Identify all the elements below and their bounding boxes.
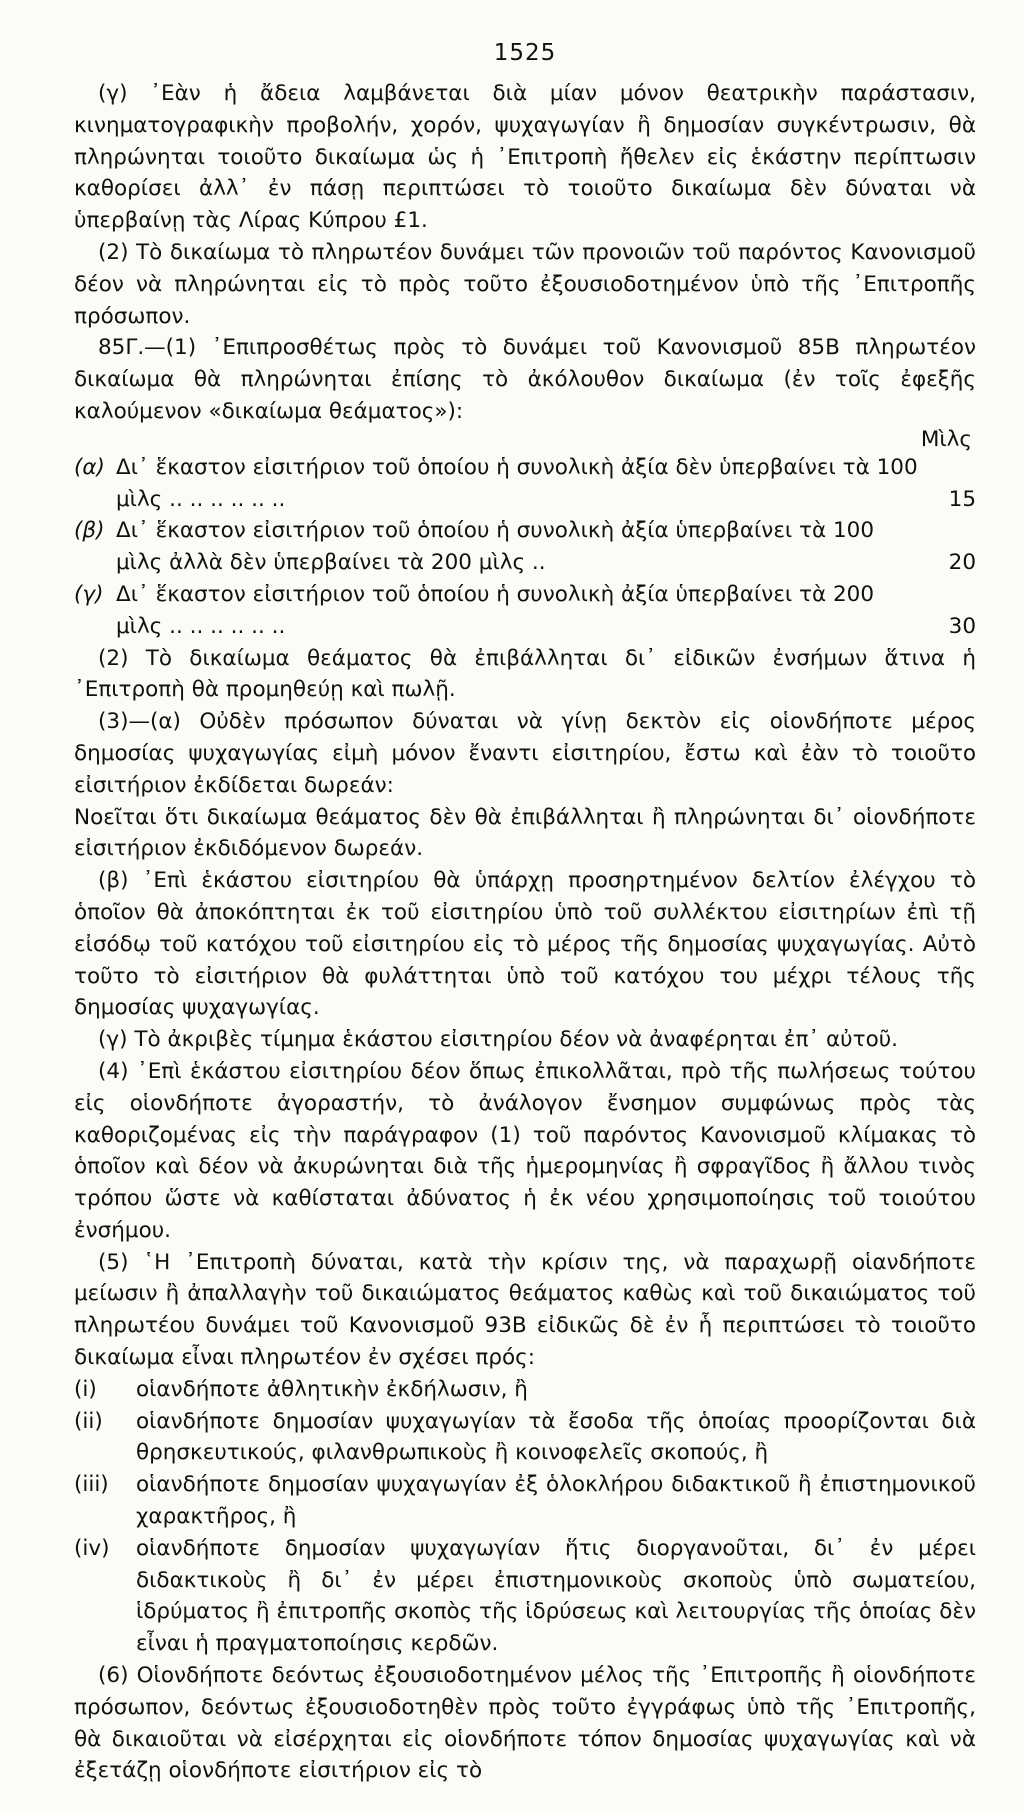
paragraph-3c-ticket-price: (γ) Τὸ ἀκριβὲς τίμημα ἑκάστου εἰσιτηρίου δέον νὰ ἀναφέρηται ἐπ᾽ αὐτοῦ.: [98, 1027, 898, 1053]
paragraph-3a-admission: (3)—(α) Οὐδὲν πρόσωπον δύναται νὰ γίνῃ δεκτὸν εἰς οἱονδήποτε μέρος δημοσίας ψυχαγωγίας εἰμὴ μόνον ἔναντι εἰσιτηρίου, ἔστω καὶ ἐὰν τὸ τοιοῦτο εἰσιτήριον ἐκδίδεται δωρεάν:: [74, 709, 976, 798]
paragraph-6-inspection: (6) Οἱονδήποτε δεόντως ἐξουσιοδοτημένον μέλος τῆς ᾽Επιτροπῆς ἢ οἱονδήποτε πρόσωπον, δεόντως ἐξουσιοδοτηθὲν πρὸς τοῦτο ἐγγράφως ὑπὸ τῆς ᾽Επιτροπῆς, θὰ δικαιοῦται νὰ εἰσέρχηται εἰς οἱονδήποτε τόπον δημοσίας ψυχαγωγίας καὶ νὰ ἐξετάζῃ οἱονδήποτε εἰσιτήριον εἰς τὸ: [74, 1663, 976, 1784]
exemption-item-iv: [74, 1533, 976, 1660]
fee-item-gamma: [74, 579, 976, 643]
fee-item-text: Δι᾽ ἕκαστον εἰσιτήριον τοῦ ὁποίου ἡ συνολικὴ ἀξία δὲν ὑπερβαίνει τὰ 100 μὶλς .. .. .. .. .. ..: [116, 454, 918, 512]
exemption-text: οἱανδήποτε ἀθλητικὴν ἐκδήλωσιν, ἢ: [136, 1376, 528, 1402]
proviso-free-tickets: Νοεῖται ὅτι δικαίωμα θεάματος δὲν θὰ ἐπιβάλληται ἢ πληρώνηται δι᾽ οἱονδήποτε εἰσιτήριον ἐκδιδόμενον δωρεάν.: [74, 804, 976, 862]
paragraph-4-stamp-affixing: (4) ᾽Επὶ ἑκάστου εἰσιτηρίου δέον ὅπως ἐπικολλᾶται, πρὸ τῆς πωλήσεως τούτου εἰς οἱονδήποτε ἀγοραστήν, τὸ ἀνάλογον ἔνσημον συμφώνως πρὸς τὰς καθοριζομένας εἰς τὴν παράγραφον (1) τοῦ παρόντος Κανονισμοῦ κλίμακας τὸ ὁποῖον καὶ δέον νὰ ἀκυρώνηται διὰ τῆς ἡμερομηνίας ἢ σφραγῖδος ἢ ἄλλου τινὸς τρόπου ὥστε νὰ καθίσταται ἀδύνατος ἡ ἐκ νέου χρησιμοποίησις τοῦ τοιούτου ἐνσήμου.: [74, 1058, 976, 1243]
exemption-item-iii: [74, 1469, 976, 1533]
fee-item-text: Δι᾽ ἕκαστον εἰσιτήριον τοῦ ὁποίου ἡ συνολικὴ ἀξία ὑπερβαίνει τὰ 100 μὶλς ἀλλὰ δὲν ὑπερβαίνει τὰ 200 μὶλς ..: [116, 518, 875, 576]
fee-item-label: (β): [74, 518, 105, 544]
paragraph-5-exemptions: (5) ῾Η ᾽Επιτροπὴ δύναται, κατὰ τὴν κρίσιν της, νὰ παραχωρῇ οἱανδήποτε μείωσιν ἢ ἀπαλλαγὴν τοῦ δικαιώματος θεάματος καθὼς καὶ τοῦ δικαιώματος τοῦ πληρωτέου δυνάμει τοῦ Κανονισμοῦ 93Β εἰδικῶς δὲ ἐν ἧ περιπτώσει τὸ τοιοῦτο δικαίωμα εἶναι πληρωτέον ἐν σχέσει πρός:: [74, 1249, 976, 1371]
fee-item-amount: 15: [948, 486, 976, 512]
units-column-header: Μὶλς: [920, 426, 972, 452]
paragraph-2-stamps: (2) Τὸ δικαίωμα θεάματος θὰ ἐπιβάλληται δι᾽ εἰδικῶν ἐνσήμων ἅτινα ἡ ᾽Επιτροπὴ θὰ προμηθεύῃ καὶ πωλῇ.: [74, 645, 976, 703]
exemption-number: (ii): [74, 1408, 103, 1434]
exemption-item-i: [74, 1374, 976, 1406]
page-number: 1525: [493, 40, 557, 66]
exemption-text: οἱανδήποτε δημοσίαν ψυχαγωγίαν ἐξ ὁλοκλήρου διδακτικοῦ ἢ ἐπιστημονικοῦ χαρακτῆρος, ἢ: [136, 1472, 976, 1530]
paragraph-2-fee-payment: (2) Τὸ δικαίωμα τὸ πληρωτέον δυνάμει τῶν προνοιῶν τοῦ παρόντος Κανονισμοῦ δέον νὰ πληρώνηται εἰς τὸ πρὸς τοῦτο ἐξουσιοδοτημένον ὑπὸ τῆς ᾽Επιτροπῆς πρόσωπον.: [74, 239, 976, 329]
fee-item-alpha: [74, 452, 976, 516]
fee-item-amount: 20: [948, 550, 976, 576]
fee-item-label: (γ): [74, 581, 104, 607]
exemption-text: οἱανδήποτε δημοσίαν ψυχαγωγίαν τὰ ἔσοδα τῆς ὁποίας προορίζονται διὰ θρησκευτικούς, φιλανθρωπικοὺς ἢ κοινοφελεῖς σκοπούς, ἢ: [136, 1408, 976, 1466]
exemption-item-ii: [74, 1406, 976, 1470]
exemption-text: οἱανδήποτε δημοσίαν ψυχαγωγίαν ἥτις διοργανοῦται, δι᾽ ἐν μέρει διδακτικοὺς ἢ δι᾽ ἐν μέρει ἐπιστημονικοὺς σκοποὺς ὑπὸ σωματείου, ἱδρύματος ἢ ἐπιτροπῆς σκοπὸς τῆς ἱδρύσεως καὶ λειτουργίας τῆς ὁποίας δὲν εἶναι ἡ πραγματοποίησις κερδῶν.: [136, 1535, 976, 1657]
regulation-85g-intro: 85Γ.—(1) ᾽Επιπροσθέτως πρὸς τὸ δυνάμει τοῦ Κανονισμοῦ 85Β πληρωτέον δικαίωμα θὰ πληρώνηται ἐπίσης τὸ ἀκόλουθον δικαίωμα (ἐν τοῖς ἐφεξῆς καλούμενον «δικαίωμα θεάματος»):: [74, 335, 976, 424]
fee-item-beta: [74, 515, 976, 579]
exemption-number: (iv): [74, 1535, 110, 1561]
clause-gamma-licence-fee: (γ) ᾽Εὰν ἡ ἄδεια λαμβάνεται διὰ μίαν μόνον θεατρικὴν παράστασιν, κινηματογραφικὴν προβολήν, χορόν, ψυχαγωγίαν ἢ δημοσίαν συγκέντρωσιν, θὰ πληρώνηται τοιοῦτο δικαίωμα ὡς ἡ ᾽Επιτροπὴ ἤθελεν εἰς ἑκάστην περίπτωσιν καθορίσει ἀλλ᾽ ἐν πάσῃ περιπτώσει τὸ τοιοῦτο δικαίωμα δὲν δύναται νὰ ὑπερβαίνῃ τὰς Λίρας Κύπρου £1.: [74, 81, 976, 234]
fee-item-label: (α): [74, 454, 105, 480]
exemption-number: (i): [74, 1376, 97, 1402]
fee-schedule: [74, 452, 976, 643]
exemption-number: (iii): [74, 1472, 109, 1498]
exemption-list: [74, 1374, 976, 1660]
fee-item-amount: 30: [948, 613, 976, 639]
fee-item-text: Δι᾽ ἕκαστον εἰσιτήριον τοῦ ὁποίου ἡ συνολικὴ ἀξία ὑπερβαίνει τὰ 200 μὶλς .. .. .. .. .. ..: [116, 581, 875, 639]
paragraph-3b-control-slip: (β) ᾽Επὶ ἑκάστου εἰσιτηρίου θὰ ὑπάρχῃ προσηρτημένον δελτίον ἐλέγχου τὸ ὁποῖον θὰ ἀποκόπτηται ἐκ τοῦ εἰσιτηρίου ὑπὸ τοῦ συλλέκτου εἰσιτηρίων ἐπὶ τῇ εἰσόδῳ τοῦ κατόχου τοῦ εἰσιτηρίου εἰς τὸ μέρος τῆς δημοσίας ψυχαγωγίας. Αὐτὸ τοῦτο τὸ εἰσιτήριον θὰ φυλάττηται ὑπὸ τοῦ κατόχου του μέχρι τέλους τῆς δημοσίας ψυχαγωγίας.: [74, 868, 976, 1021]
